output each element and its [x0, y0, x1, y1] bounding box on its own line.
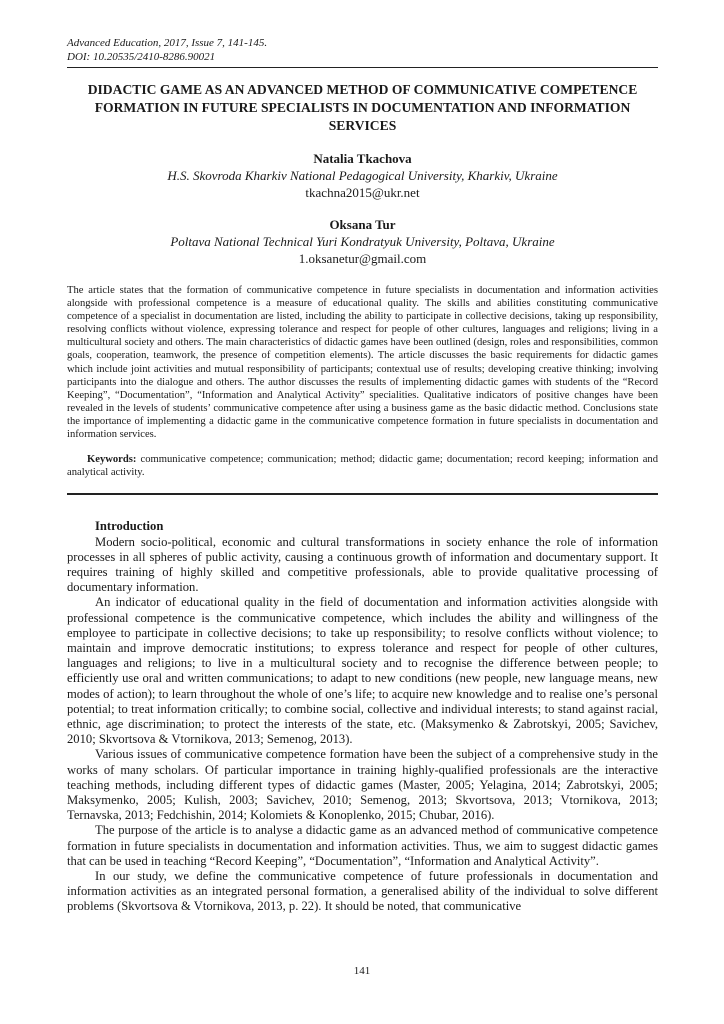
abstract-text: The article states that the formation of communicative competence in future specialists in documentation and information activities alongside with professional competence is a measure of educational quality. The skills and abilities constituting communicative competence of a specialist in documentation are listed, including the ability to participate in collective decisions, taking up responsibility, resolving conflicts without violence, expressing tolerance and respect for people of other cultures, languages and religions; living in a multicultural society and others. The main characteristics of didactic games have been outlined (design, roles and responsibilities, common goals, cooperation, teamwork, the presence of competition elements). The article discusses the basic requirements for didactic games which include joint activities and mutual responsibility of participants; contextual use of results; developing creative thinking; involving participants into the dialogue and others. The author discusses the results of implementing didactic games with students of the “Record Keeping”, “Documentation”, “Information and Analytical Activity” specialities. Qualitative indicators of positive changes have been revealed in the levels of students’ communicative competence after using a business game as the basic didactic method. Conclusions state the importance of implementing a didactic game in the communicative competence formation in future specialists in documentation and information services.	[67, 285, 658, 441]
author-name: Natalia Tkachova	[313, 151, 412, 166]
body-paragraph: Various issues of communicative competence formation have been the subject of a comprehensive study in the works of many scholars. Of particular importance in training highly-qualified professionals are the interactive teaching methods, including different types of didactic games (Master, 2005; Yelagina, 2014; Zabrotskyi, 2005; Maksymenko, 2005; Kulish, 2003; Savichev, 2010; Semenog, 2013; Skvortsova, 2013; Vtornikova, 2013; Ternavska, 2013; Fedchishin, 2014; Kolomiets & Konoplenko, 2015; Chubar, 2016).	[67, 747, 658, 823]
journal-citation-line: Advanced Education, 2017, Issue 7, 141-145.	[67, 37, 268, 49]
keywords-text: communicative competence; communication; method; didactic game; documentation; record keeping; information and analytical activity.	[67, 454, 658, 479]
abstract-body-divider	[67, 493, 658, 495]
paper-title: DIDACTIC GAME AS AN ADVANCED METHOD OF COMMUNICATIVE COMPETENCE FORMATION IN FUTURE SPECIALISTS IN DOCUMENTATION AND INFORMATION SERVICES	[87, 82, 638, 133]
body-paragraph: An indicator of educational quality in the field of documentation and information activities alongside with professional competence is the communicative competence, which includes the ability and willingness of the employee to participate in collective decisions; to take up responsibility; to resolve conflicts without violence; to maintain and improve democratic institutions; to express tolerance and respect for people of other cultures, languages and religions; to live in a multicultural society and to recognise the difference between people; to efficiently use oral and written communications; to adapt to new conditions (new people, new language means, new modes of action); to learn throughout the whole of one’s life; to acquire new knowledge and to realise one’s personal potential; to treat information critically; to combine social, collective and individual interests; to stand against racial, ethnic, age discrimination; to protect the interests of the state, etc. (Maksymenko & Zabrotskyi, 2005; Savichev, 2010; Skvortsova & Vtornikova, 2013; Semenog, 2013).	[67, 595, 658, 747]
author-email: tkachna2015@ukr.net	[305, 185, 420, 200]
body-paragraph: The purpose of the article is to analyse a didactic game as an advanced method of communicative competence formation in future specialists in documentation and information activities. Thus, we aim to suggest didactic games that can be used in teaching “Record Keeping”, “Documentation”, “Information and Analytical Activity”.	[67, 823, 658, 868]
doi-line: DOI: 10.20535/2410-8286.90021	[67, 51, 216, 63]
body-paragraph: Modern socio-political, economic and cultural transformations in society enhance the role of information processes in all spheres of public activity, causing a continuous growth of information and documentary support. It requires training of highly skilled and competitive professionals, able to provide qualitative processing of documentary information.	[67, 534, 658, 595]
author-block-2	[67, 216, 658, 267]
body-paragraph: In our study, we define the communicative competence of future professionals in documentation and information activities as an integrated personal formation, a generalised ability of the individual to solve different problems (Skvortsova & Vtornikova, 2013, p. 22). It should be noted, that communicative	[67, 868, 658, 914]
author-email: 1.oksanetur@gmail.com	[298, 251, 427, 266]
author-affiliation: H.S. Skovroda Kharkiv National Pedagogical University, Kharkiv, Ukraine	[167, 168, 558, 183]
author-affiliation: Poltava National Technical Yuri Kondratyuk University, Poltava, Ukraine	[170, 234, 555, 249]
author-block-1	[67, 150, 658, 201]
section-heading-introduction: Introduction	[95, 519, 164, 534]
keywords-line	[67, 453, 658, 479]
header-divider	[67, 67, 658, 68]
page-number: 141	[353, 965, 371, 977]
author-name: Oksana Tur	[329, 217, 396, 232]
keywords-label: Keywords:	[87, 454, 137, 466]
